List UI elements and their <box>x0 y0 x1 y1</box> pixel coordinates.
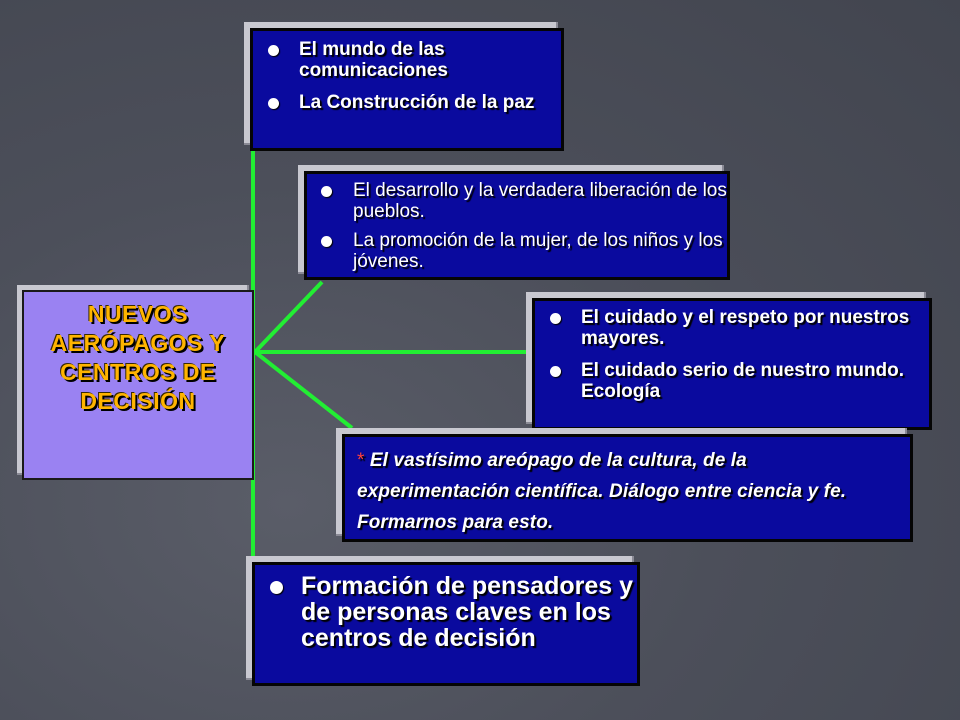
bullet-item: El desarrollo y la verdadera liberación de los pueblos. <box>307 180 727 222</box>
topic-box-culture-science <box>342 434 913 542</box>
culture-science-text: El vastísimo areópago de la cultura, de la experimentación científica. Diálogo entre ciencia y fe. Formarnos para esto. <box>357 450 847 533</box>
topic-box-communications-peace <box>250 28 564 151</box>
connector-to-box4 <box>255 352 352 428</box>
bullet-item: Formación de pensadores y de personas claves en los centros de decisión <box>255 573 637 651</box>
topic-box-elders-ecology <box>532 298 932 430</box>
bullet-item: El cuidado serio de nuestro mundo. Ecología <box>535 360 929 402</box>
topic-box-formation <box>252 562 640 686</box>
connector-to-box2 <box>255 282 322 352</box>
asterisk-marker: * <box>357 450 370 471</box>
bullet-item: El mundo de las comunicaciones <box>253 39 561 81</box>
bullet-item: El cuidado y el respeto por nuestros mayores. <box>535 307 929 349</box>
central-topic-title: NUEVOS AERÓPAGOS Y CENTROS DE DECISIÓN <box>50 301 226 414</box>
bullet-item: La Construcción de la paz <box>253 92 561 113</box>
bullet-item: La promoción de la mujer, de los niños y los jóvenes. <box>307 230 727 272</box>
topic-box-development-women <box>304 171 730 280</box>
central-topic-box <box>22 290 254 480</box>
